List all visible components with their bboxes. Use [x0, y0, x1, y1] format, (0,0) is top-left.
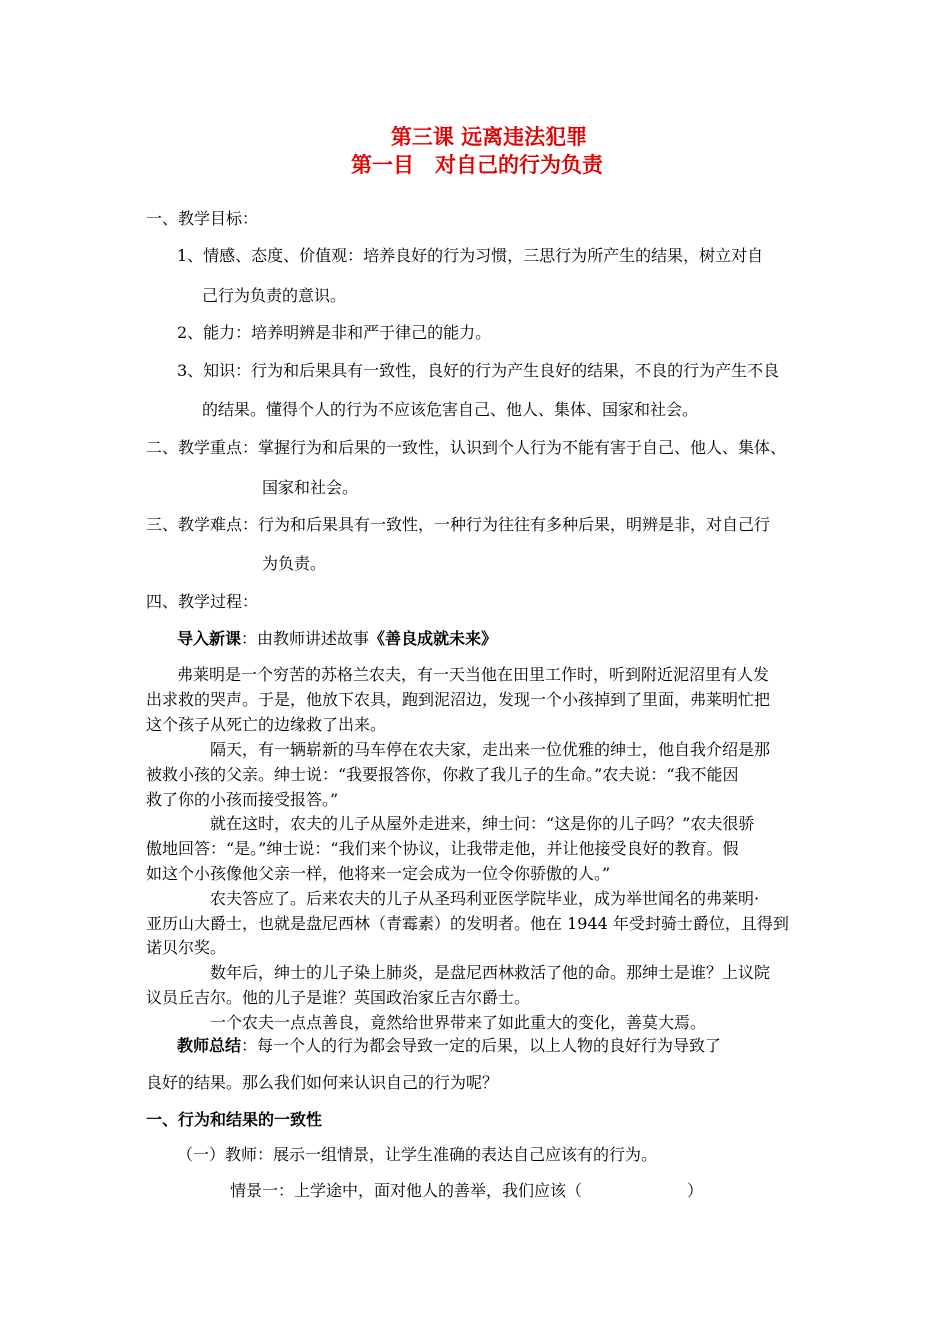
summary-line-2: 良好的结果。那么我们如何来认识自己的行为呢？ [146, 1073, 499, 1092]
goal-item-3-line-1: 3、知识：行为和后果具有一致性，良好的行为产生良好的结果，不良的行为产生不良 [177, 361, 780, 380]
story-p1-line-3: 这个孩子从死亡的边缘救了出来。 [146, 715, 387, 734]
story-p3-line-3: 如这个小孩像他父亲一样，他将来一定会成为一位令你骄傲的人。” [146, 864, 611, 883]
lesson-title: 第三课 远离违法犯罪 [390, 125, 588, 149]
lesson-subtitle: 第一目 对自己的行为负责 [351, 153, 603, 177]
summary-line-1 [177, 1033, 721, 1058]
story-p2-line-1: 隔天，有一辆崭新的马车停在农夫家，走出来一位优雅的绅士，他自我介绍是那 [210, 740, 771, 759]
story-p6-line-1: 一个农夫一点点善良，竟然给世界带来了如此重大的变化，善莫大焉。 [210, 1013, 707, 1032]
intro-line [177, 628, 497, 650]
scene-1-text: 情景一：上学途中，面对他人的善举，我们应该（ [230, 1181, 583, 1200]
story-p2-line-2: 被救小孩的父亲。绅士说：“我要报答你，你救了我儿子的生命。”农夫说：“我不能因 [146, 765, 739, 784]
story-p1-line-2: 出求救的哭声。于是，他放下农具，跑到泥沼边，发现一个小孩掉到了里面，弗莱明忙把 [146, 690, 771, 709]
goals-heading: 一、教学目标： [146, 209, 259, 228]
summary-text: ：每一个人的行为都会导致一定的后果，以上人物的良好行为导致了 [241, 1036, 722, 1055]
story-p4-line-3: 诺贝尔奖。 [146, 938, 227, 957]
story-p4-line-1: 农夫答应了。后来农夫的儿子从圣玛利亚医学院毕业，成为举世闻名的弗莱明· [210, 889, 760, 908]
story-p2-line-3: 救了你的小孩而接受报答。” [146, 790, 339, 809]
section-1-heading: 一、行为和结果的一致性 [146, 1110, 323, 1129]
story-p1-line-1: 弗莱明是一个穷苦的苏格兰农夫，有一天当他在田里工作时，听到附近泥沼里有人发 [177, 665, 770, 684]
goal-item-1-line-1: 1、情感、态度、价值观：培养良好的行为习惯，三思行为所产生的结果，树立对自 [177, 246, 764, 265]
difficulties-line-2: 为负责。 [262, 554, 327, 573]
intro-text: ：由教师讲述故事 [241, 629, 370, 648]
key-points-line-2: 国家和社会。 [262, 478, 359, 497]
story-p5-line-1: 数年后，绅士的儿子染上肺炎，是盘尼西林救活了他的命。那绅士是谁？上议院 [210, 963, 771, 982]
difficulties-line-1: 三、教学难点：行为和后果具有一致性，一种行为往往有多种后果，明辨是非，对自己行 [146, 515, 771, 534]
intro-label: 导入新课 [177, 629, 242, 648]
story-p5-line-2: 议员丘吉尔。他的儿子是谁？英国政治家丘吉尔爵士。 [146, 988, 531, 1007]
story-p3-line-2: 傲地回答：“是。”绅士说：“我们来个协议，让我带走他，并让他接受良好的教育。假 [146, 839, 739, 858]
goal-item-1-line-2: 己行为负责的意识。 [202, 286, 347, 305]
scene-1-line [230, 1180, 703, 1202]
key-points-line-1: 二、教学重点：掌握行为和后果的一致性，认识到个人行为不能有害于自己、他人、集体、 [146, 438, 787, 457]
section-1-sub-1: （一）教师：展示一组情景，让学生准确的表达自己应该有的行为。 [177, 1145, 658, 1164]
process-heading: 四、教学过程： [146, 592, 259, 611]
summary-label: 教师总结 [177, 1036, 242, 1055]
goal-item-3-line-2: 的结果。懂得个人的行为不应该危害自己、他人、集体、国家和社会。 [202, 400, 699, 419]
goal-item-2: 2、能力：培养明辨是非和严于律己的能力。 [177, 323, 492, 342]
story-title: 《善良成就未来》 [369, 629, 498, 648]
scene-1-close: ） [687, 1181, 704, 1200]
story-p4-line-2: 亚历山大爵士，也就是盘尼西林（青霉素）的发明者。他在 1944 年受封骑士爵位，且得到 [146, 914, 789, 933]
story-p3-line-1: 就在这时，农夫的儿子从屋外走进来，绅士问：“这是你的儿子吗？”农夫很骄 [210, 814, 755, 833]
